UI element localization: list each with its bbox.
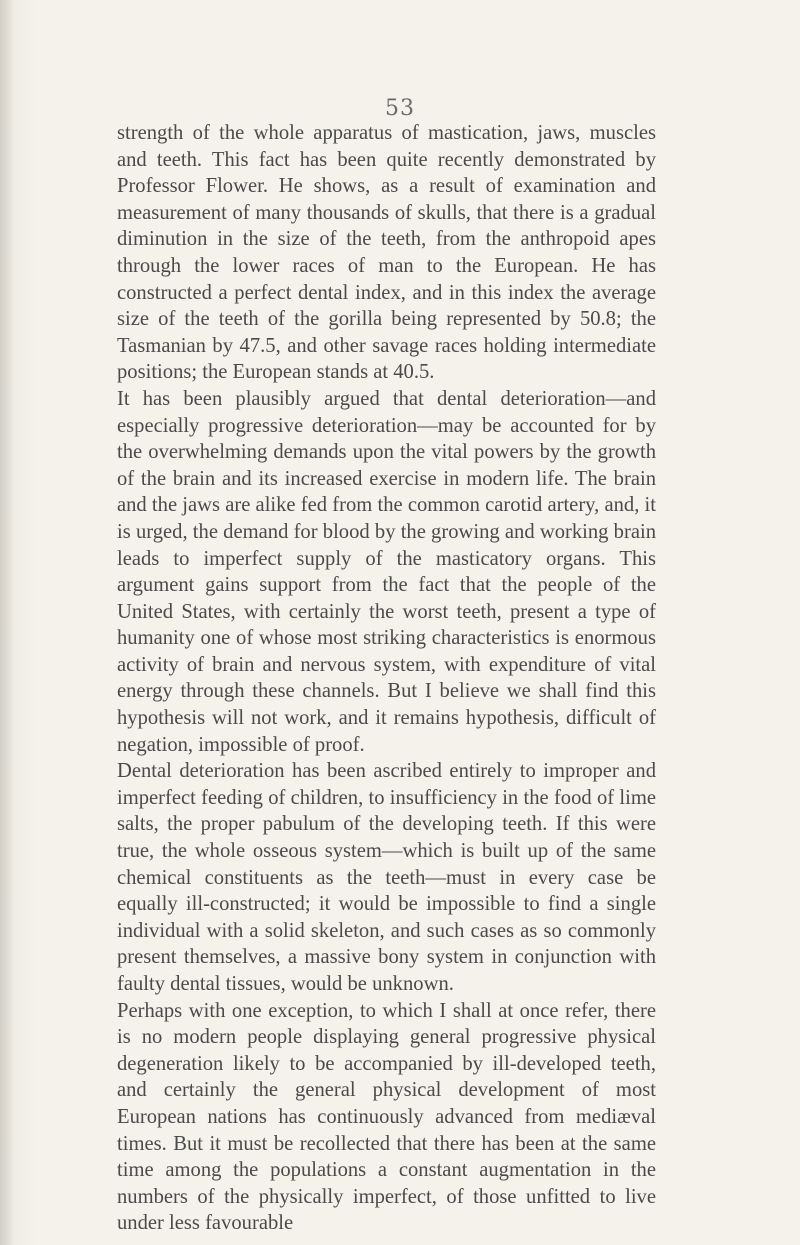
spine-shadow	[0, 0, 14, 1245]
page-number: 53	[385, 96, 415, 121]
paragraph-3: Dental deterioration has been ascribed entirely to improper and imperfect feeding of children, to insufficiency in the food of lime salts, the proper pabulum of the developing teeth. If this were true, the whole osseous system—which is built up of the same chemical constituents as the teeth—must in every case be equally ill-constructed; it would be impossible to find a single individual with a solid skeleton, and such cases as so commonly present themselves, a massive bony system in conjunction with faulty dental tissues, would be unknown.	[117, 760, 656, 995]
paragraph-1: strength of the whole apparatus of mastication, jaws, muscles and teeth. This fact has been quite recently demonstrated by Professor Flower. He shows, as a result of examination and measurement of many thousands of skulls, that there is a gradual diminution in the size of the teeth, from the anthropoid apes through the lower races of man to the European. He has constructed a perfect dental index, and in this index the average size of the teeth of the gorilla being represented by 50.8; the Tasmanian by 47.5, and other savage races holding intermediate positions; the European stands at 40.5.	[117, 122, 656, 384]
paragraph-4: Perhaps with one exception, to which I shall at once refer, there is no modern people displaying general progressive physical degeneration likely to be accompanied by ill-developed teeth, and certainly the general physical development of most European nations has continuously advanced from mediæval times. But it must be recollected that there has been at the same time among the populations a constant augmentation in the numbers of the physically imperfect, of those unfitted to live under less favourable	[117, 999, 656, 1235]
body-text	[117, 120, 656, 1237]
paragraph-2: It has been plausibly argued that dental deterioration—and especially progressive deterioration—may be accounted for by the overwhelming demands upon the vital powers by the growth of the brain and its increased exercise in modern life. The brain and the jaws are alike fed from the common carotid artery, and, it is urged, the demand for blood by the growing and working brain leads to imperfect supply of the masticatory organs. This argument gains support from the fact that the people of the United States, with certainly the worst teeth, present a type of humanity one of whose most striking characteristics is enormous activity of brain and nervous system, with expenditure of vital energy through these channels. But I believe we shall find this hypothesis will not work, and it remains hypothesis, difficult of negation, impossible of proof.	[117, 387, 656, 756]
